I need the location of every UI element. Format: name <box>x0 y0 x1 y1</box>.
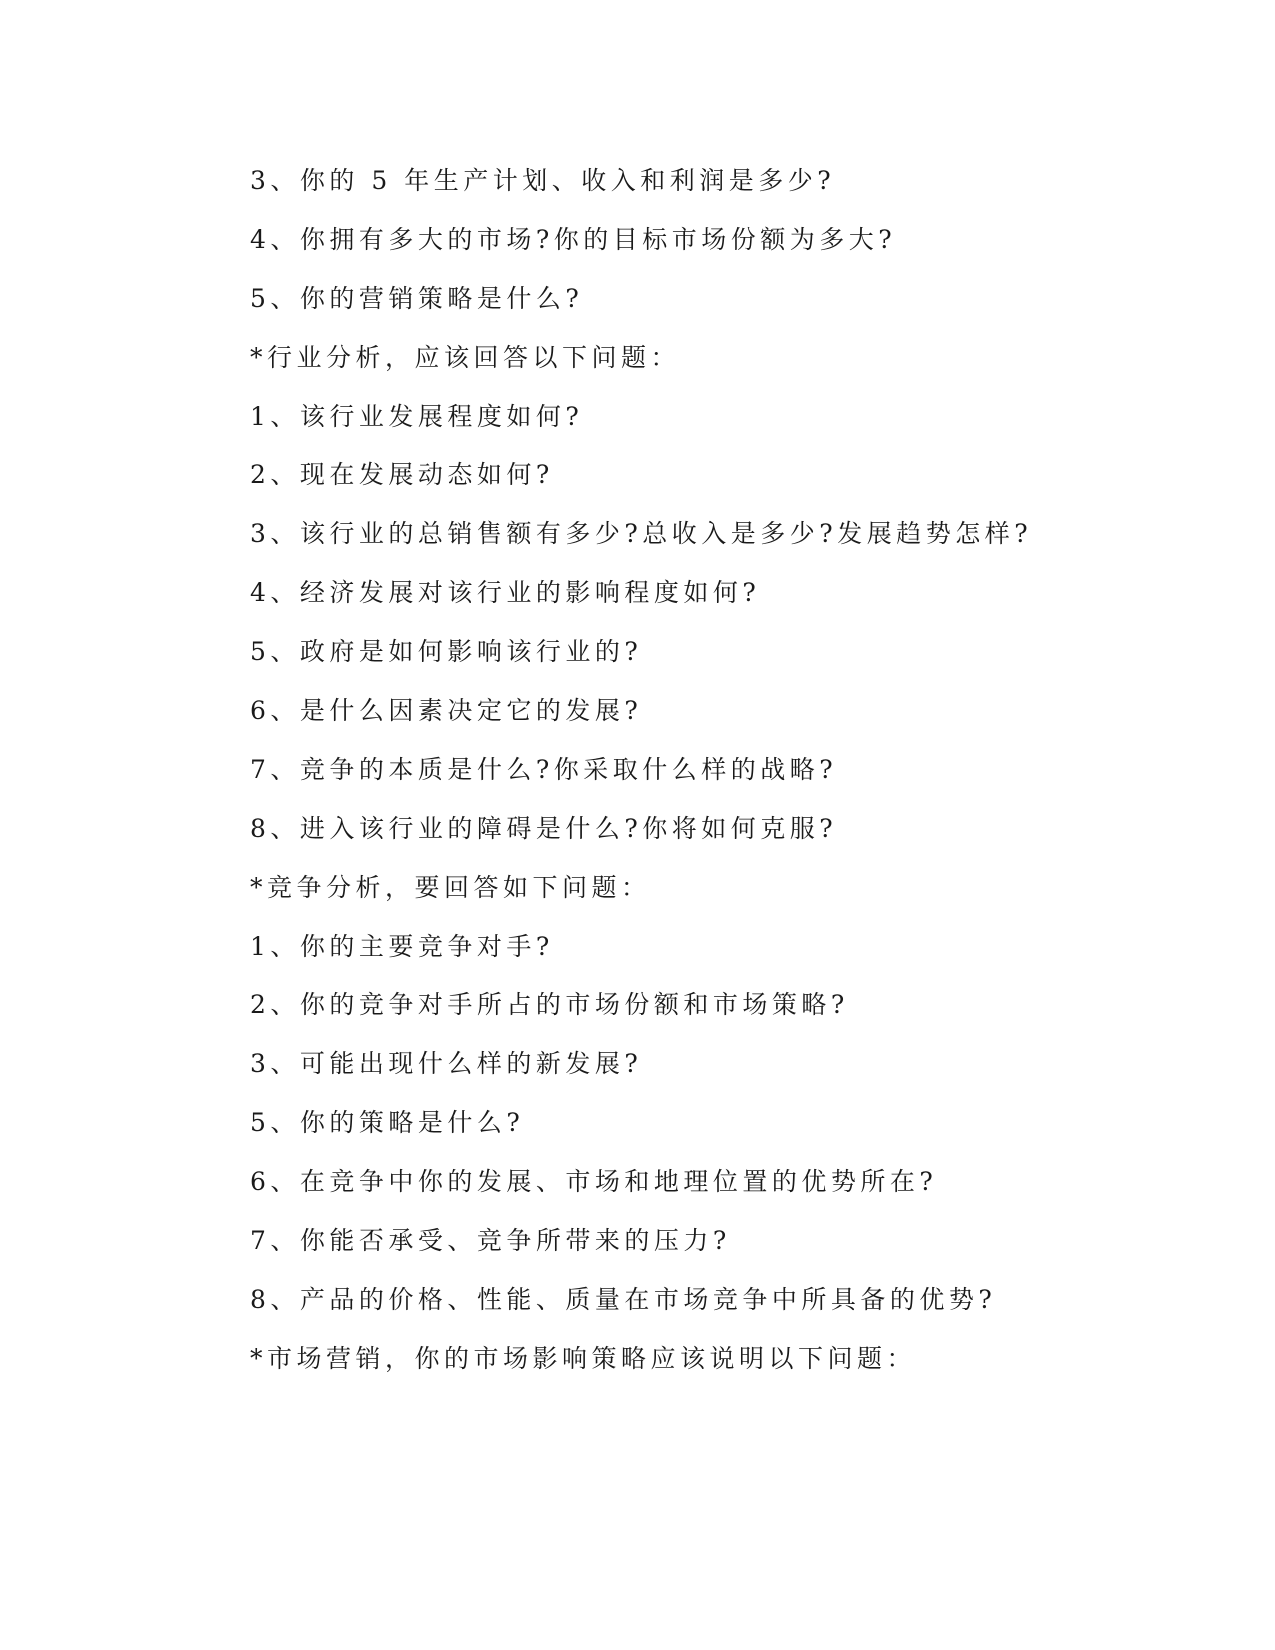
list-item: 4、经济发展对该行业的影响程度如何? <box>250 578 761 608</box>
list-item: 6、是什么因素决定它的发展? <box>250 696 643 726</box>
list-item: 7、竞争的本质是什么?你采取什么样的战略? <box>250 754 838 784</box>
list-item: 7、你能否承受、竞争所带来的压力? <box>250 1226 731 1256</box>
list-item: 3、你的 5 年生产计划、收入和利润是多少? <box>250 166 836 195</box>
section-heading: *竞争分析，要回答如下问题： <box>250 872 651 902</box>
list-item: 3、该行业的总销售额有多少?总收入是多少?发展趋势怎样? <box>250 519 1033 549</box>
list-item: 2、你的竞争对手所占的市场份额和市场策略? <box>250 990 849 1020</box>
list-item: 6、在竞争中你的发展、市场和地理位置的优势所在? <box>250 1167 938 1197</box>
section-heading: *市场营销，你的市场影响策略应该说明以下问题： <box>250 1343 917 1373</box>
list-item: 5、政府是如何影响该行业的? <box>250 637 643 667</box>
list-item: 1、你的主要竞争对手? <box>250 931 554 961</box>
list-item: 4、你拥有多大的市场?你的目标市场份额为多大? <box>250 224 897 254</box>
list-item: 3、可能出现什么样的新发展? <box>250 1049 643 1079</box>
section-heading: *行业分析，应该回答以下问题： <box>250 342 681 372</box>
list-item: 8、产品的价格、性能、质量在市场竞争中所具备的优势? <box>250 1284 997 1314</box>
document-body <box>250 158 1050 1395</box>
list-item: 2、现在发展动态如何? <box>250 460 554 490</box>
list-item: 5、你的策略是什么? <box>250 1108 525 1138</box>
list-item: 5、你的营销策略是什么? <box>250 283 584 313</box>
list-item: 1、该行业发展程度如何? <box>250 401 584 431</box>
list-item: 8、进入该行业的障碍是什么?你将如何克服? <box>250 813 838 843</box>
